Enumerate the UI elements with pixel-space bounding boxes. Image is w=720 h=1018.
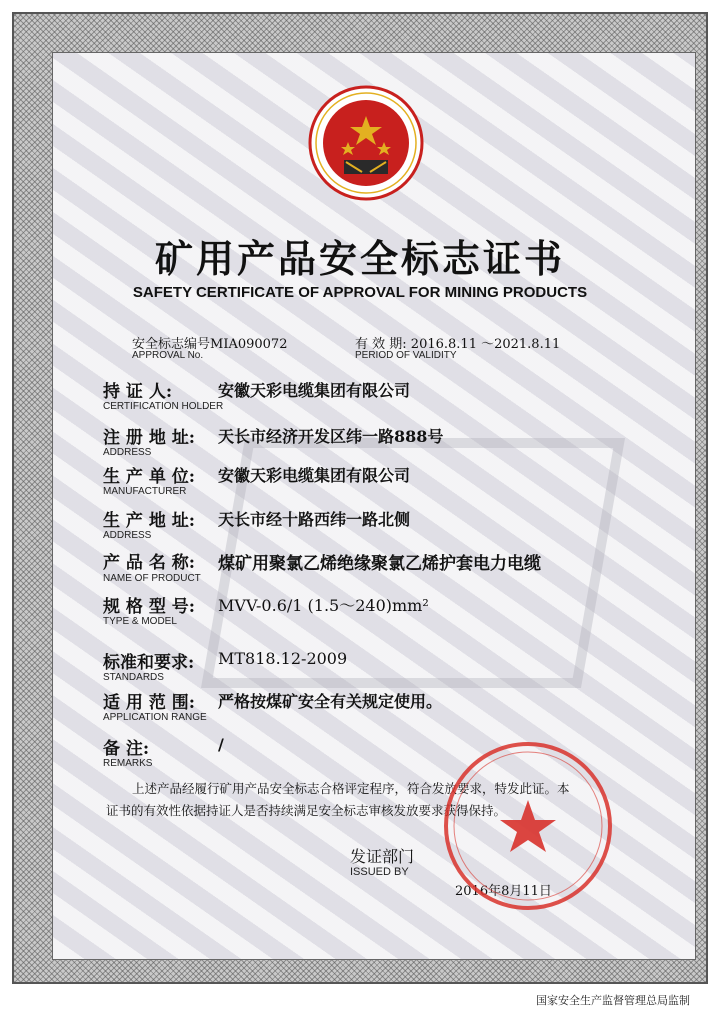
field-label: 标准和要求: xyxy=(103,653,195,673)
official-seal-icon xyxy=(440,738,616,914)
field-label-en: STANDARDS xyxy=(103,672,164,683)
field-label: 生 产 单 位: xyxy=(103,467,196,487)
field-label: 生 产 地 址: xyxy=(103,511,196,531)
issue-date: 2016年8月11日 xyxy=(455,884,552,899)
field-label-en: TYPE & MODEL xyxy=(103,616,177,627)
field-label-en: ADDRESS xyxy=(103,447,152,458)
field-label-en: NAME OF PRODUCT xyxy=(103,573,201,584)
approval-label: 安全标志编号 xyxy=(132,337,211,352)
validity-label: 有 效 期: xyxy=(355,337,407,352)
application-range-value: 严格按煤矿安全有关规定使用。 xyxy=(218,692,443,711)
standards-value: MT818.12-2009 xyxy=(218,649,348,668)
manufacturer-value: 安徽天彩电缆集团有限公司 xyxy=(218,466,411,485)
national-emblem-icon xyxy=(306,68,426,218)
type-model-value: MVV-0.6/1 (1.5～240)mm² xyxy=(218,596,429,615)
field-label: 注 册 地 址: xyxy=(103,428,196,448)
remarks-value: / xyxy=(218,735,224,754)
issuer-label-en: ISSUED BY xyxy=(350,866,409,878)
field-label: 备 注: xyxy=(103,739,150,759)
field-label-en: ADDRESS xyxy=(103,530,152,541)
validity-value: 2016.8.11 ～2021.8.11 xyxy=(410,337,561,352)
product-name-value: 煤矿用聚氯乙烯绝缘聚氯乙烯护套电力电缆 xyxy=(218,554,541,574)
field-label: 规 格 型 号: xyxy=(103,597,196,617)
approval-value: MIA090072 xyxy=(210,337,288,352)
production-address-value: 天长市经十路西纬一路北侧 xyxy=(218,510,411,529)
registered-address-value: 天长市经济开发区纬一路888号 xyxy=(218,427,444,446)
footer-note: 国家安全生产监督管理总局监制 xyxy=(536,994,690,1007)
field-label-en: CERTIFICATION HOLDER xyxy=(103,401,224,412)
field-label-en: REMARKS xyxy=(103,758,153,769)
holder-value: 安徽天彩电缆集团有限公司 xyxy=(218,381,411,400)
field-label: 持 证 人: xyxy=(103,382,173,402)
field-label: 适 用 范 围: xyxy=(103,693,196,713)
validity-label-en: PERIOD OF VALIDITY xyxy=(355,350,457,361)
statement-line-2: 证书的有效性依据持证人是否持续满足安全标志审核发放要求获得保持。 xyxy=(106,803,507,818)
field-label-en: APPLICATION RANGE xyxy=(103,712,207,723)
approval-label-en: APPROVAL No. xyxy=(132,350,204,361)
statement-line-1: 上述产品经履行矿用产品安全标志合格评定程序，符合发放要求，特发此证。本 xyxy=(132,781,570,796)
field-label: 产 品 名 称: xyxy=(103,553,196,573)
field-label-en: MANUFACTURER xyxy=(103,486,187,497)
certificate-title-en: SAFETY CERTIFICATE OF APPROVAL FOR MINING PRODUCTS xyxy=(132,284,588,301)
issuer-label: 发证部门 xyxy=(350,847,415,866)
certificate-title-cn: 矿用产品安全标志证书 xyxy=(154,236,565,281)
